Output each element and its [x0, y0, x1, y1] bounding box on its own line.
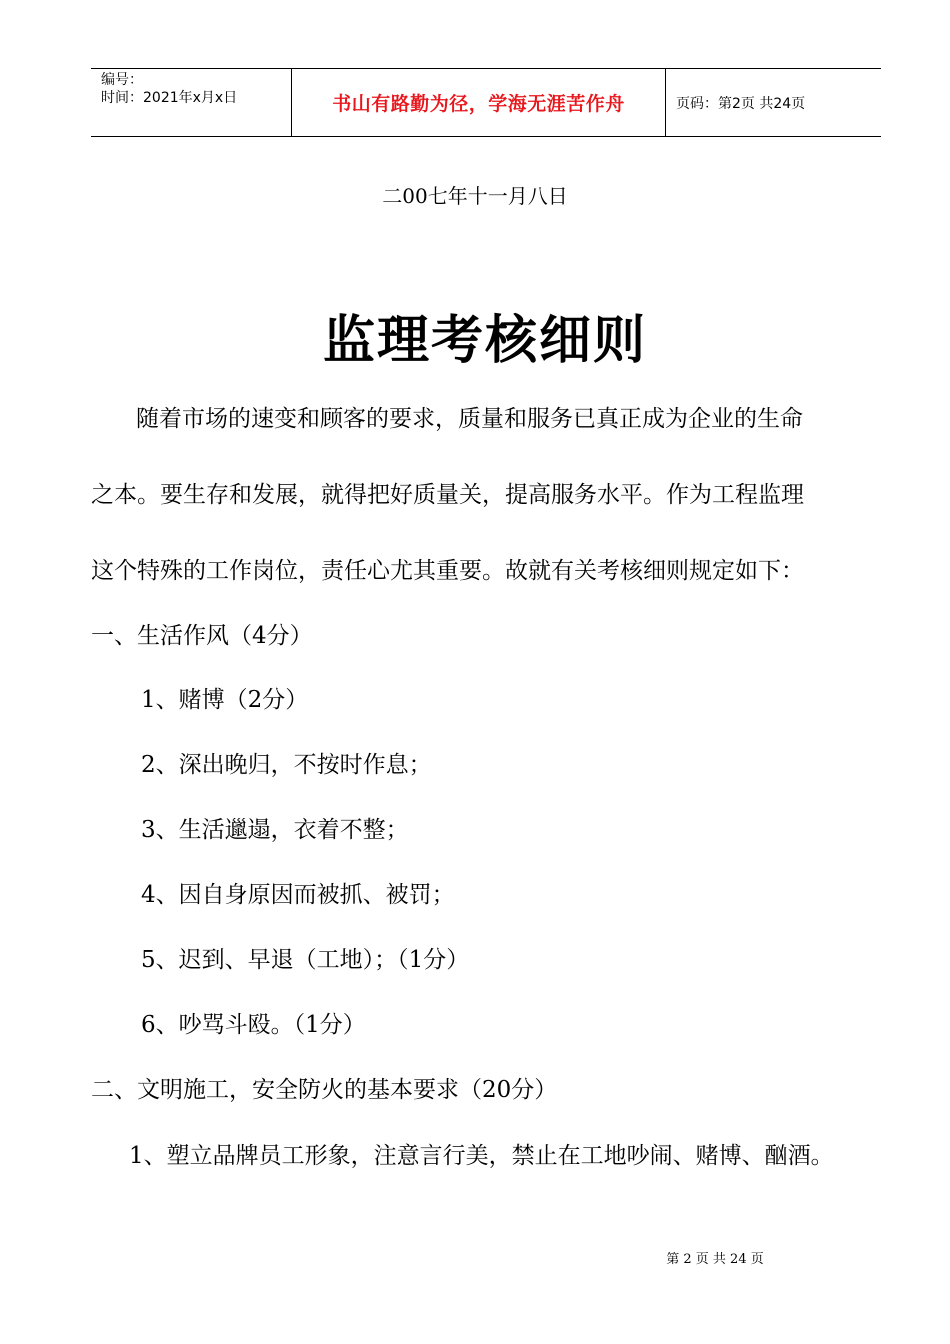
- section-1-item-4: 4、因自身原因而被抓、被罚；: [141, 882, 455, 908]
- section-1-item-3: 3、生活邋遢，衣着不整；: [141, 817, 409, 843]
- document-date: 二00七年十一月八日: [382, 184, 568, 208]
- section-1-item-6: 6、吵骂斗殴。（1分）: [141, 1012, 366, 1038]
- page-footer: 第 2 页 共 24 页: [666, 1252, 764, 1267]
- page-header: [91, 68, 881, 137]
- header-meta: [91, 69, 292, 136]
- section-2-item-1: 1、塑立品牌员工形象，注意言行美，禁止在工地吵闹、赌博、酗酒。: [129, 1143, 834, 1169]
- section-1-item-2: 2、深出晚归，不按时作息；: [141, 752, 432, 778]
- section-1-item-1: 1、赌博（2分）: [141, 687, 309, 713]
- section-1-heading: 一、生活作风（4分）: [91, 623, 313, 649]
- section-1-item-5: 5、迟到、早退（工地）；（1分）: [141, 947, 470, 973]
- document-title: 监理考核细则: [322, 310, 647, 371]
- intro-line-2: 之本。要生存和发展，就得把好质量关，提高服务水平。作为工程监理: [91, 482, 804, 508]
- header-page-info: 页码：第2页 共24页: [676, 95, 806, 112]
- header-time-label: 时间：2021年x月x日: [101, 90, 238, 106]
- header-number-label: 编号：: [101, 72, 143, 88]
- intro-line-3: 这个特殊的工作岗位，责任心尤其重要。故就有关考核细则规定如下：: [91, 558, 804, 584]
- header-motto: 书山有路勤为径，学海无涯苦作舟: [292, 69, 666, 136]
- section-2-heading: 二、文明施工，安全防火的基本要求（20分）: [91, 1077, 558, 1103]
- intro-line-1: 随着市场的速变和顾客的要求，质量和服务已真正成为企业的生命: [136, 406, 803, 432]
